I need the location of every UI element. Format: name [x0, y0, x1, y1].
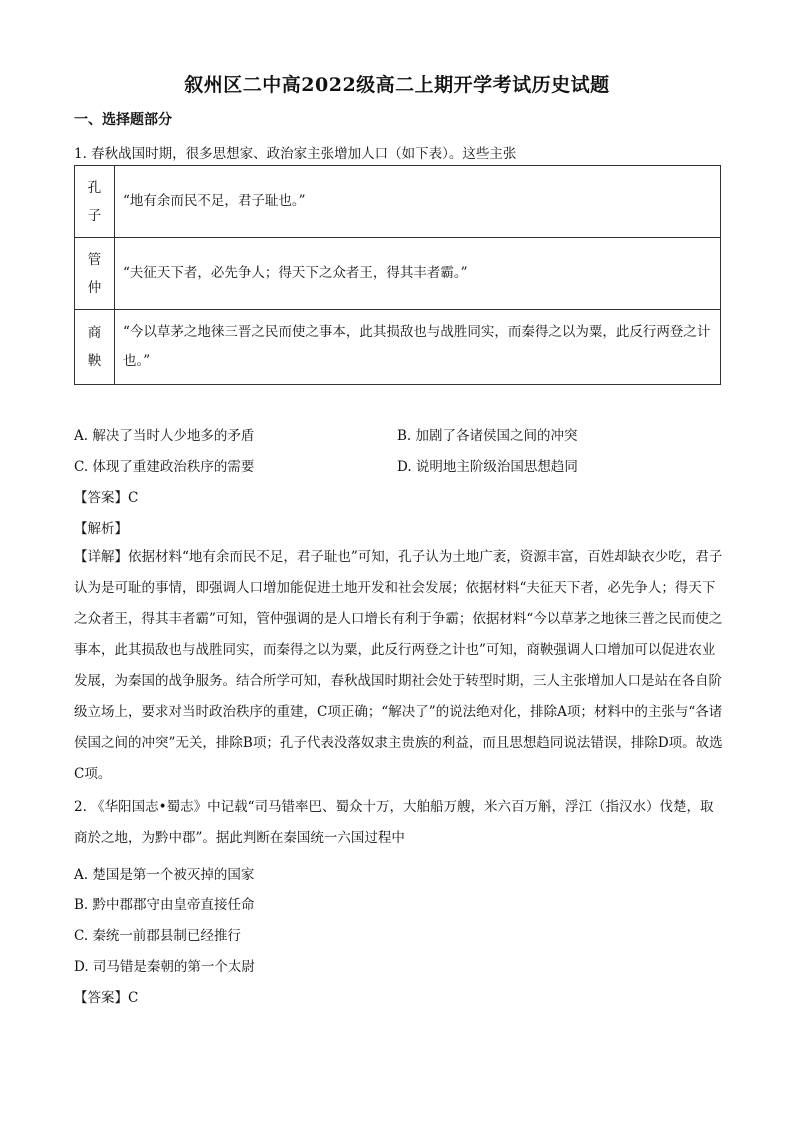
q1-option-a: A. 解决了当时人少地多的矛盾 [74, 428, 255, 444]
table-cell-speaker [75, 310, 115, 385]
q1-option-b: B. 加剧了各诸侯国之间的冲突 [397, 428, 578, 444]
table-cell-quote: “地有余而民不足，君子耻也。” [115, 166, 721, 238]
q2-option-a: A. 楚国是第一个被灭掉的国家 [74, 867, 255, 883]
q1-stem: 1. 春秋战国时期，很多思想家、政治家主张增加人口（如下表）。这些主张 [74, 146, 517, 162]
table-cell-speaker [75, 238, 115, 310]
speaker-char: 鞅 [87, 353, 102, 370]
speaker-char: 管 [87, 251, 102, 268]
table-row [75, 166, 721, 238]
table-cell-quote: “今以草茅之地徕三晋之民而使之事本，此其损敌也与战胜同实，而秦得之以为粟，此反行两登之计也。” [115, 310, 721, 385]
q1-option-c: C. 体现了重建政治秩序的需要 [74, 459, 255, 475]
q2-stem: 2. 《华阳国志•蜀志》中记载“司马错率巴、蜀众十万，大舶船万艘，米六百万斛，浮江（指汉水）伐楚，取商於之地，为黔中郡”。据此判断在秦国统一六国过程中 [74, 799, 714, 846]
q1-answer: 【答案】C [74, 490, 139, 506]
q1-analysis-label: 【解析】 [74, 521, 128, 537]
table-row [75, 238, 721, 310]
speaker-char: 孔 [87, 179, 102, 196]
speaker-char: 商 [87, 325, 102, 342]
table-cell-quote: “夫征天下者，必先争人；得天下之众者王，得其丰者霸。” [115, 238, 721, 310]
speaker-char: 子 [87, 207, 102, 224]
q1-material-table [74, 165, 721, 385]
q2-option-b: B. 黔中郡郡守由皇帝直接任命 [74, 897, 255, 913]
speaker-char: 仲 [87, 279, 102, 296]
q1-option-d: D. 说明地主阶级治国思想趋同 [397, 459, 578, 475]
q2-option-c: C. 秦统一前郡县制已经推行 [74, 928, 241, 944]
table-cell-speaker [75, 166, 115, 238]
page-title: 叙州区二中高2022级高二上期开学考试历史试题 [184, 74, 610, 96]
q2-answer: 【答案】C [74, 990, 139, 1006]
table-row [75, 310, 721, 385]
q2-option-d: D. 司马错是秦朝的第一个太尉 [74, 959, 255, 975]
q1-detail: 【详解】依据材料“地有余而民不足，君子耻也”可知，孔子认为土地广袤，资源丰富，百姓却缺衣少吃，君子认为是可耻的事情，即强调人口增加能促进土地开发和社会发展；依据材料“夫征天下者，必先争人；得天下之众者王，得其丰者霸”可知，管仲强调的是人口增长有利于争霸；依据材料“今以草茅之地徕三普之民而使之事本，此其损敌也与战胜同实，而秦得之以为粟，此反行两登之计也”可知，商鞅强调人口增加可以促进农业发展，为秦国的战争服务。结合所学可知，春秋战国时期社会处于转型时期，三人主张增加人口是站在各自阶级立场上，要求对当时政治秩序的重建，C项正确；“解决了”的说法绝对化，排除A项；材料中的主张与“各诸侯国之间的冲突”无关，排除B项；孔子代表没落奴隶主贵族的利益，而且思想趋同说法错误，排除D项。故选C项。 [74, 549, 723, 782]
section-heading: 一、选择题部分 [74, 112, 172, 128]
